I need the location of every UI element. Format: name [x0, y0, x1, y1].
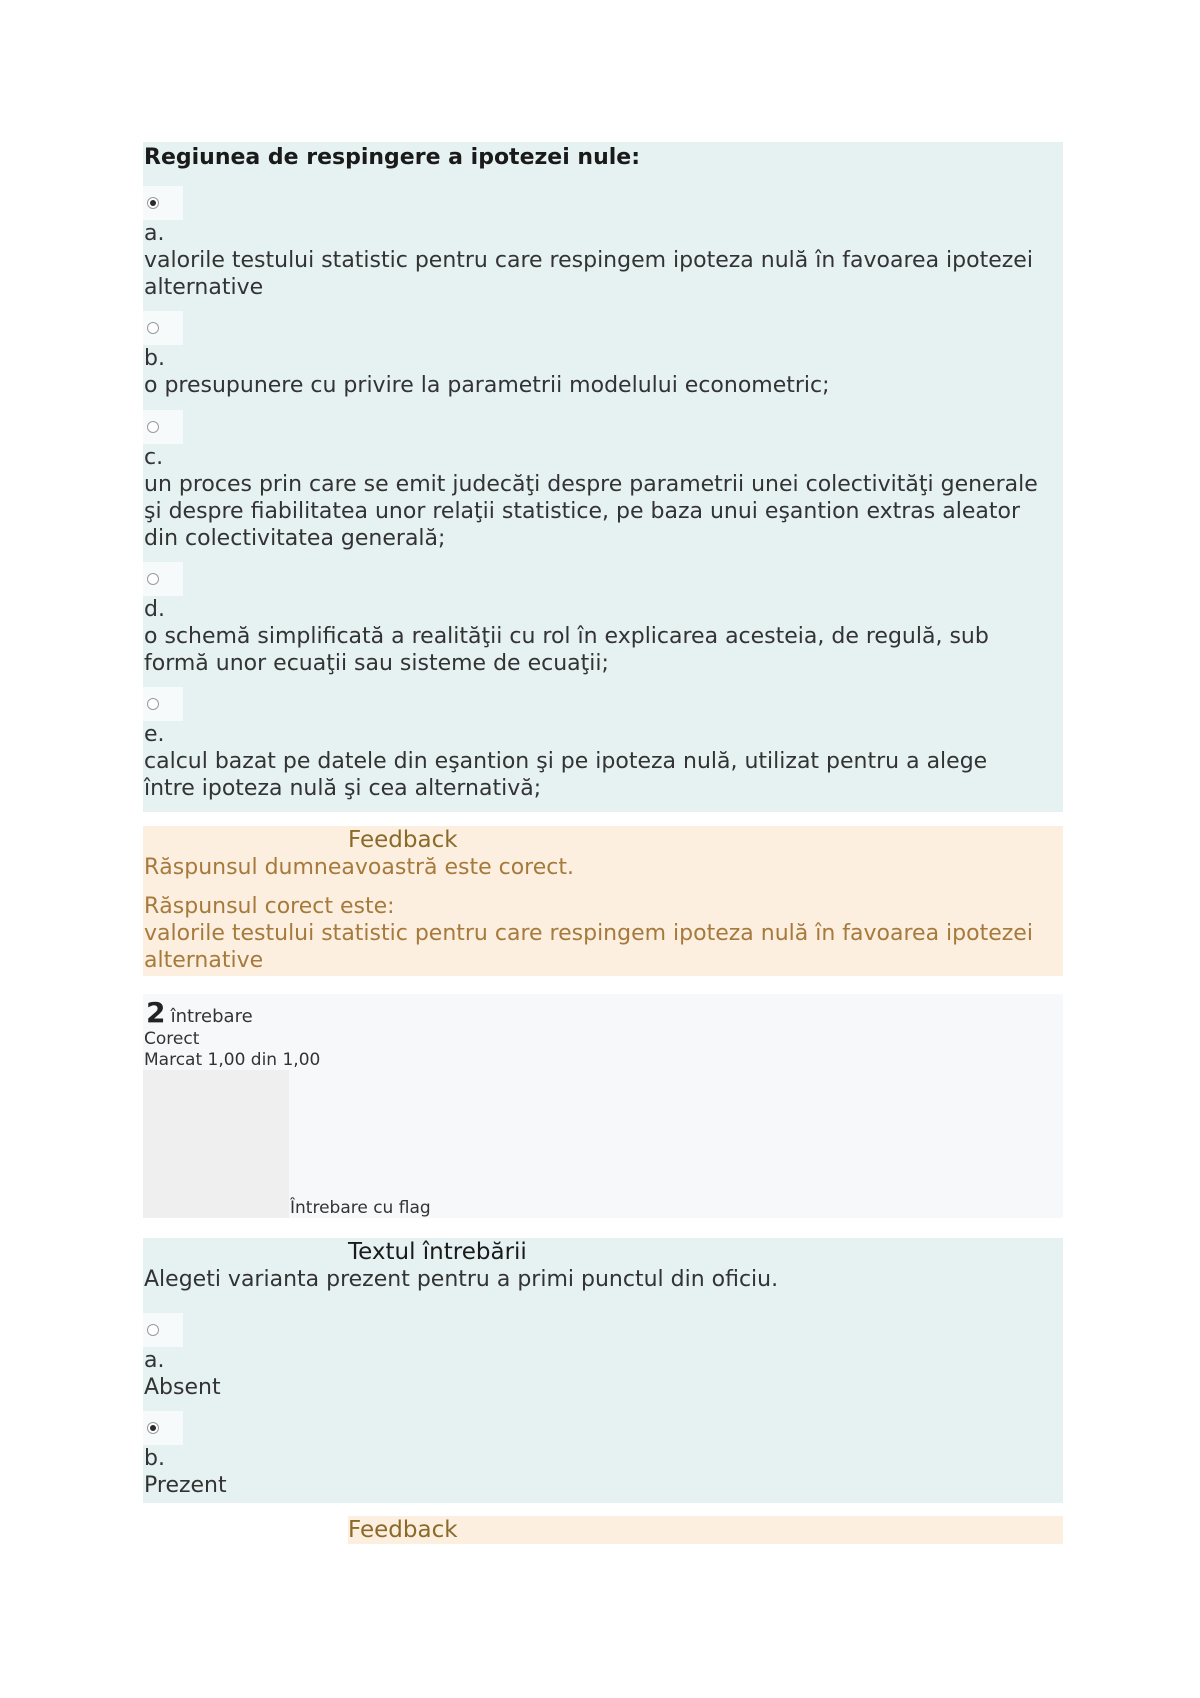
- option-d[interactable]: [143, 562, 1063, 677]
- feedback-block-2: [143, 1516, 1063, 1546]
- option-letter: a.: [144, 1348, 165, 1373]
- radio-icon[interactable]: [147, 1324, 159, 1336]
- question-number: 2: [146, 996, 166, 1029]
- option-b[interactable]: [143, 311, 1063, 399]
- feedback-title: Feedback: [348, 1516, 1063, 1544]
- radio-option-b[interactable]: [143, 1411, 183, 1445]
- option-text: calcul bazat pe datele din eşantion şi pe ipoteza nulă, utilizat pentru a alege între ipoteza nulă şi cea alternativă;: [144, 749, 988, 801]
- question-number-label: întrebare: [170, 1006, 253, 1027]
- radio-icon[interactable]: [147, 698, 159, 710]
- radio-option-c[interactable]: [143, 410, 183, 444]
- correct-answer-label: Răspunsul corect este:: [144, 894, 395, 919]
- radio-selected-icon[interactable]: [147, 197, 159, 209]
- option-text: un proces prin care se emit judecăţi despre parametrii unei colectivităţi generale şi despre fiabilitatea unor relaţii statistice, pe baza unui eşantion extras aleator din colectivitatea generală;: [144, 472, 1038, 551]
- option-b[interactable]: [143, 1411, 1063, 1499]
- option-letter: e.: [144, 722, 165, 747]
- radio-selected-icon[interactable]: [147, 1422, 159, 1434]
- correct-answer-text: valorile testului statistic pentru care respingem ipoteza nulă în favoarea ipotezei alternative: [144, 921, 1033, 973]
- question-1-block: [143, 142, 1063, 812]
- radio-icon[interactable]: [147, 573, 159, 585]
- option-letter: a.: [144, 221, 165, 246]
- radio-icon[interactable]: [147, 421, 159, 433]
- question-text-heading: Textul întrebării: [348, 1239, 527, 1265]
- option-a[interactable]: [143, 186, 1063, 301]
- flag-question-link[interactable]: Întrebare cu flag: [290, 1198, 431, 1218]
- option-letter: d.: [144, 597, 165, 622]
- feedback-title: Feedback: [348, 827, 458, 853]
- radio-option-d[interactable]: [143, 562, 183, 596]
- radio-option-e[interactable]: [143, 687, 183, 721]
- option-text: Absent: [144, 1375, 221, 1400]
- radio-option-b[interactable]: [143, 311, 183, 345]
- option-text: Prezent: [144, 1473, 227, 1498]
- question-1-text: Regiunea de respingere a ipotezei nule:: [144, 145, 640, 170]
- option-text: valorile testului statistic pentru care respingem ipoteza nulă în favoarea ipotezei alternative: [144, 248, 1033, 300]
- option-letter: b.: [144, 346, 165, 371]
- option-text: o presupunere cu privire la parametrii modelului econometric;: [144, 373, 830, 398]
- option-e[interactable]: [143, 687, 1063, 802]
- question-2-text: Alegeti varianta prezent pentru a primi punctul din oficiu.: [144, 1267, 779, 1292]
- option-text: o schemă simplificată a realităţii cu rol în explicarea acesteia, de regulă, sub formă unor ecuaţii sau sisteme de ecuaţii;: [144, 624, 989, 676]
- flag-icon[interactable]: [143, 1070, 289, 1218]
- question-status: Corect: [144, 1029, 200, 1049]
- question-2-info: [143, 994, 1063, 1218]
- option-letter: c.: [144, 445, 164, 470]
- option-letter: b.: [144, 1446, 165, 1471]
- radio-option-a[interactable]: [143, 1313, 183, 1347]
- option-c[interactable]: [143, 410, 1063, 552]
- radio-option-a[interactable]: [143, 186, 183, 220]
- option-a[interactable]: [143, 1313, 1063, 1401]
- question-2-block: [143, 1238, 1063, 1503]
- feedback-result: Răspunsul dumneavoastră este corect.: [144, 855, 574, 880]
- feedback-block: [143, 826, 1063, 976]
- question-mark: Marcat 1,00 din 1,00: [144, 1050, 321, 1070]
- radio-icon[interactable]: [147, 322, 159, 334]
